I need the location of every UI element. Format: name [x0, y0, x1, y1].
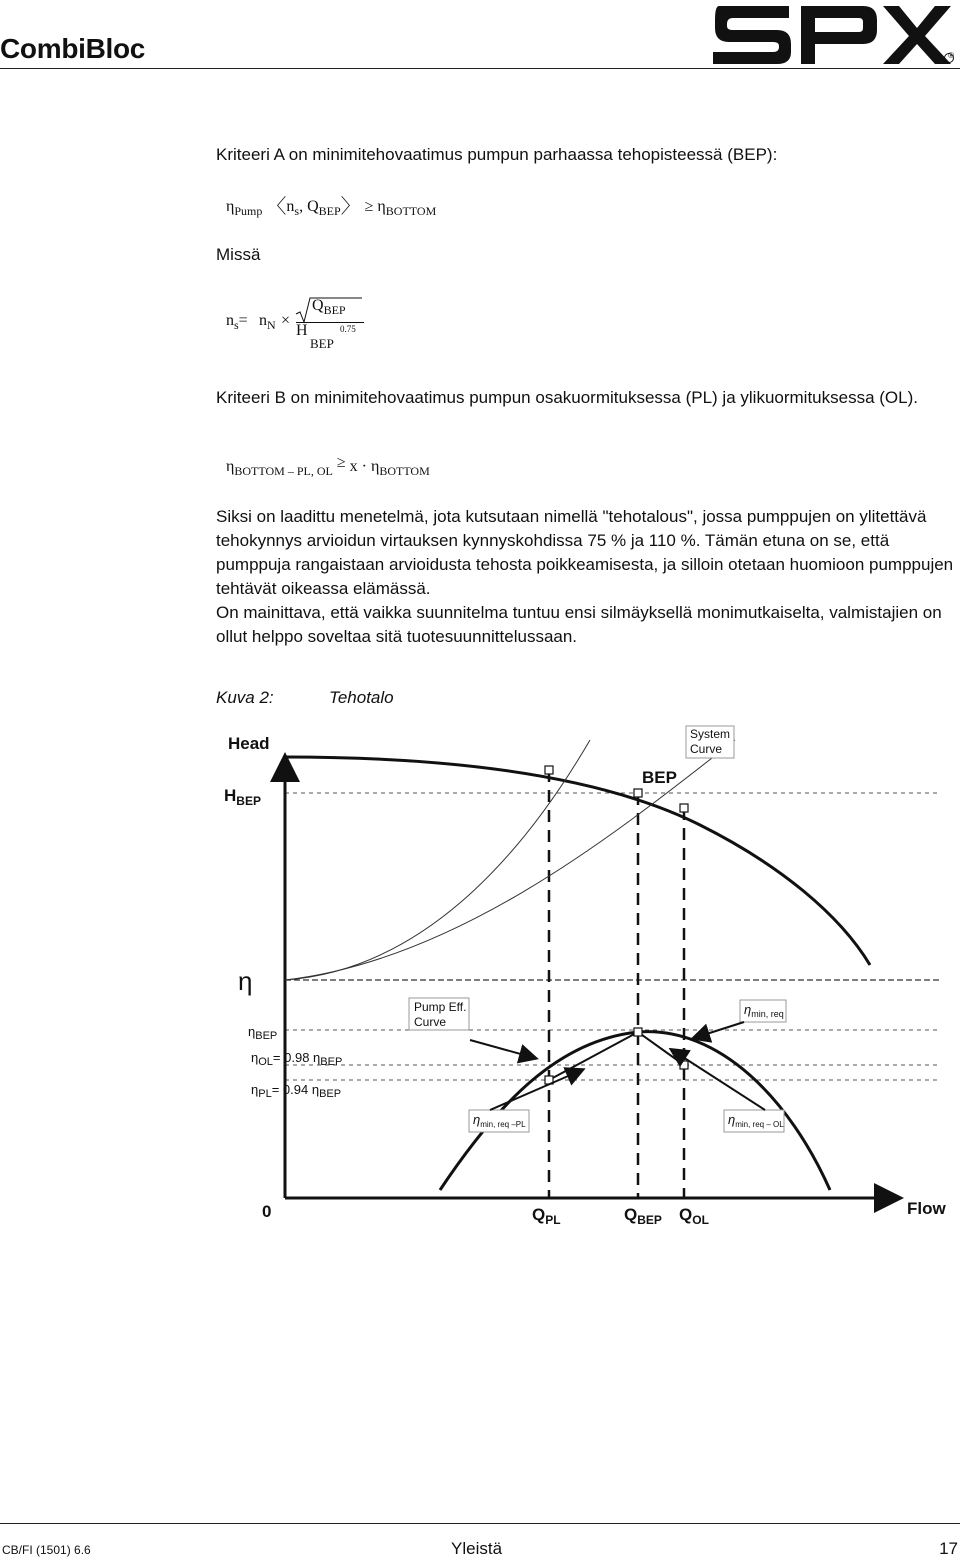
- ns-n2: n: [259, 312, 267, 329]
- formula-criterion-a: $\eta_{Pump}$ 〈$n_s$, $Q_{BEP}$〉 ≥ $\eta_{BOTTOM}$: [226, 196, 437, 218]
- x-axis-label: Flow: [907, 1199, 946, 1218]
- point-bep-head: [634, 789, 642, 797]
- formula-ns: n: [286, 198, 295, 215]
- eta-min-req-pl-label: [473, 1112, 526, 1129]
- q-pl-q: Q: [532, 1205, 546, 1224]
- point-bep-eff: [634, 1028, 642, 1036]
- pump-eff-arrow: [470, 1040, 535, 1058]
- page-number: 17: [939, 1539, 958, 1558]
- formula-b-bottom-sub: BOTTOM: [379, 464, 430, 478]
- point-ol-head: [680, 804, 688, 812]
- formula-b-geq: ≥: [336, 454, 346, 471]
- eta-ol-sub: OL: [258, 1056, 273, 1068]
- ns-times: ×: [281, 312, 291, 329]
- missa-label: Missä: [216, 245, 261, 264]
- q-ol-sub: OL: [692, 1213, 709, 1227]
- criterion-b-text: Kriteeri B on minimitehovaatimus pumpun osakuormituksessa (PL) ja ylikuormituksessa (OL).: [216, 388, 918, 407]
- formula-b-x: x ·: [349, 458, 367, 475]
- eta-ol-bep-sub: BEP: [320, 1056, 343, 1068]
- registered-mark: ®: [948, 51, 954, 60]
- eta-pl-label: [251, 1082, 341, 1100]
- document-title: CombiBloc: [0, 33, 146, 64]
- point-ol-eff: [680, 1061, 688, 1069]
- formula-b-eta2: η: [370, 458, 380, 475]
- paragraph-2: On mainittava, että vaikka suunnitelma tuntuu ensi silmäyksellä monimutkaiselta, valmistajien on ollut helppo soveltaa sitä tuotesuunnittelussaan.: [216, 603, 942, 646]
- eta-min-req-sub: min, req: [751, 1009, 784, 1019]
- q-bep-q: Q: [624, 1205, 638, 1224]
- eta-axis-label: η: [238, 966, 253, 996]
- x-tick-zero: 0: [262, 1202, 272, 1221]
- ns-exponent: 0.75: [340, 324, 356, 334]
- eta-pl-eta: η: [251, 1082, 259, 1097]
- eta-min-req-label: [744, 1002, 784, 1019]
- pump-eff-line-1: Pump Eff.: [414, 1000, 467, 1014]
- eta-ol-eta: η: [251, 1050, 259, 1065]
- system-curve-line-1: System: [690, 727, 731, 741]
- pump-eff-curve-label: [414, 1000, 466, 1030]
- eta-min-req-pl-sub: min, req –PL: [480, 1120, 526, 1129]
- ns-q-bep-sub: BEP: [323, 303, 346, 317]
- ns-n: n: [226, 312, 234, 329]
- x-tick-q-ol: [679, 1205, 709, 1227]
- system-curve-label: [690, 727, 730, 757]
- eta-min-req-ol-sub: min, req – OL: [735, 1120, 784, 1129]
- formula-geq: ≥: [364, 198, 374, 215]
- h-bep-label: [224, 786, 261, 808]
- formula-q: Q: [307, 198, 319, 215]
- header-divider: [0, 68, 960, 69]
- ns-h-bep-sub: BEP: [310, 336, 334, 351]
- x-tick-q-pl: [532, 1205, 561, 1227]
- formula-eta: η: [226, 198, 235, 215]
- formula-b-sub: BOTTOM – PL, OL: [234, 464, 333, 478]
- eta-bep-sub: BEP: [255, 1030, 278, 1042]
- q-pl-sub: PL: [545, 1213, 561, 1227]
- eta-min-req-eta: η: [744, 1002, 752, 1017]
- body-paragraph: [216, 505, 956, 649]
- ns-N-sub: N: [267, 318, 276, 332]
- formula-bep-sub: BEP: [318, 204, 341, 218]
- h-bep-h: H: [224, 786, 237, 805]
- criterion-a-text: Kriteeri A on minimitehovaatimus pumpun parhaassa tehopisteessä (BEP):: [216, 145, 778, 164]
- spx-logo: [711, 0, 956, 73]
- footer-document-code: CB/FI (1501) 6.6: [2, 1543, 91, 1557]
- formula-pump-sub: Pump: [234, 204, 263, 218]
- formula-specific-speed: [226, 296, 386, 356]
- eta-bep-label: [248, 1024, 277, 1042]
- h-bep-sub: BEP: [236, 794, 261, 808]
- ns-eq: =: [238, 312, 248, 329]
- formula-criterion-b: [226, 454, 430, 479]
- eta-ol-label: [251, 1050, 342, 1068]
- q-bep-sub: BEP: [637, 1213, 662, 1227]
- eta-bep-eta: η: [248, 1024, 256, 1039]
- eta-ol-eq: = 0.98 η: [272, 1050, 321, 1065]
- eta-min-req-ol-eta: η: [728, 1112, 736, 1127]
- head-curve: [285, 757, 870, 965]
- ns-h: H: [296, 322, 308, 339]
- figure-title: Tehotalo: [329, 688, 394, 707]
- x-tick-q-bep: [624, 1205, 662, 1227]
- ns-s-sub: s: [234, 318, 239, 332]
- figure-label: Kuva 2:: [216, 688, 274, 707]
- eta-pl-eq: = 0.94 η: [271, 1082, 320, 1097]
- footer-section: Yleistä: [451, 1539, 503, 1558]
- formula-b-eta: η: [226, 458, 235, 475]
- eta-pl-sub: PL: [258, 1088, 272, 1100]
- eta-pl-bep-sub: BEP: [319, 1088, 342, 1100]
- paragraph-1: Siksi on laadittu menetelmä, jota kutsutaan nimellä "tehotalous", jossa pumppujen on ylitettävä tehokynnys arvioidun virtauksen kynnyskohdissa 75 % ja 110 %. Tämän etuna on se, että pumppuja rangaistaan arvioidusta tehosta poikkeamisesta, ja silloin otetaan huomioon pumppujen tehtävät oikeassa elämässä.: [216, 507, 954, 598]
- footer-divider: [0, 1523, 960, 1524]
- q-ol-q: Q: [679, 1205, 693, 1224]
- point-pl-head: [545, 766, 553, 774]
- system-curve-line-2: Curve: [690, 742, 723, 756]
- ns-q: Q: [312, 297, 324, 314]
- formula-bottom-sub: BOTTOM: [385, 204, 437, 218]
- formula-s-sub: s: [294, 204, 300, 218]
- y-axis-label: Head: [228, 734, 270, 753]
- eta-min-req-pl-eta: η: [473, 1112, 481, 1127]
- formula-eta-2: η: [377, 198, 386, 215]
- pump-eff-line-2: Curve: [414, 1015, 447, 1029]
- bep-point-label: BEP: [642, 768, 677, 787]
- efficiency-chart: [0, 720, 960, 1240]
- eta-min-req-ol-label: [728, 1112, 784, 1129]
